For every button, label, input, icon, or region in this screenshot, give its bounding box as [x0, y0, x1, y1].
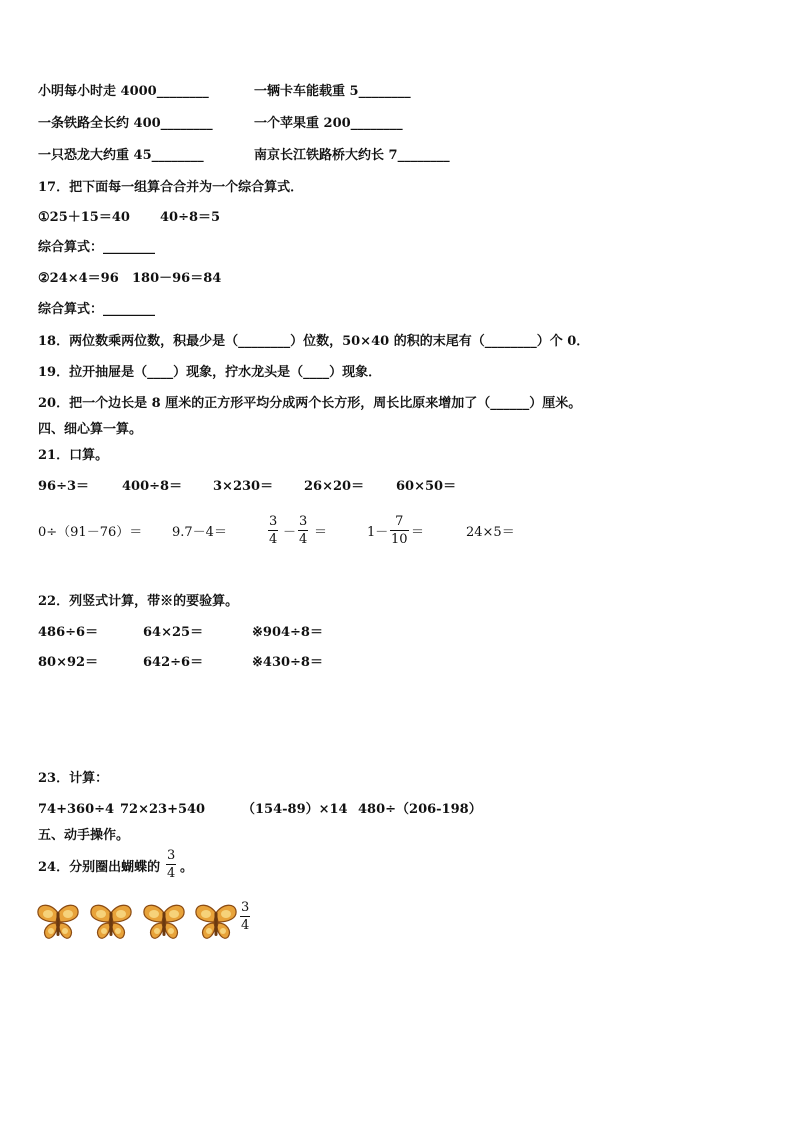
q24-title: 24．分别圈出蝴蝶的 [38, 860, 161, 875]
q21-eq-1: ＝ [314, 525, 328, 540]
q21-r1-b: 400÷8＝ [122, 479, 183, 494]
frac-numerator: 3 [269, 514, 278, 529]
q21-frac-2 [298, 514, 308, 547]
q21-r2-b: 9.7－4＝ [172, 525, 227, 540]
q21-frac-1 [268, 514, 278, 547]
q21-frac-3 [390, 514, 409, 547]
frac-denominator: 4 [269, 532, 278, 547]
butterfly-3 [143, 903, 185, 941]
frac-numerator: 3 [167, 848, 176, 863]
q22-r1-b: 64×25＝ [143, 625, 204, 640]
unit-item-4: 一个苹果重 200________ [254, 116, 403, 131]
frac-denominator: 4 [167, 866, 176, 881]
q17-title: 17．把下面每一组算合合并为一个综合算式． [38, 180, 304, 195]
q23-item-3: （154-89）×14 [242, 802, 348, 817]
q21-eq-2: ＝ [411, 525, 425, 540]
q21-r1-c: 3×230＝ [213, 479, 274, 494]
q23-item-1: 74+360÷4 [38, 802, 115, 817]
q21-one-minus: 1－ [367, 525, 389, 540]
butterfly-2 [90, 903, 132, 941]
q17-g2-eq2: 180－96＝84 [132, 271, 222, 286]
butterfly-4 [195, 903, 237, 941]
q22-r2-c: ※430÷8＝ [252, 655, 323, 670]
q21-minus: － [283, 525, 297, 540]
q17-combined-2: 综合算式：________ [38, 302, 156, 317]
q22-r2-a: 80×92＝ [38, 655, 99, 670]
frac-bar [298, 530, 308, 531]
q21-r2-a: 0÷（91－76）＝ [38, 525, 143, 540]
section-5-heading: 五、动手操作。 [38, 828, 130, 843]
unit-item-6: 南京长江铁路桥大约长 7________ [254, 148, 450, 163]
q22-r2-b: 642÷6＝ [143, 655, 204, 670]
q22-title: 22．列竖式计算，带※的要验算。 [38, 594, 239, 609]
q22-r1-c: ※904÷8＝ [252, 625, 323, 640]
frac-bar [268, 530, 278, 531]
q17-g1-eq1: ①25＋15＝40 [38, 210, 130, 225]
q17-g2-eq1: ②24×4＝96 [38, 271, 119, 286]
unit-item-3: 一条铁路全长约 400________ [38, 116, 213, 131]
q24-label-frac [240, 900, 250, 933]
frac-denominator: 10 [391, 532, 408, 547]
q23-item-2: 72×23+540 [120, 802, 206, 817]
frac-numerator: 7 [395, 514, 404, 529]
q21-r1-d: 26×20＝ [304, 479, 365, 494]
q24-title-end: 。 [180, 860, 194, 875]
unit-item-5: 一只恐龙大约重 45________ [38, 148, 204, 163]
frac-denominator: 4 [299, 532, 308, 547]
frac-numerator: 3 [241, 900, 250, 915]
unit-item-2: 一辆卡车能载重 5________ [254, 84, 411, 99]
q17-combined-1: 综合算式：________ [38, 240, 156, 255]
q17-g1-eq2: 40÷8＝5 [160, 210, 221, 225]
q23-title: 23．计算： [38, 771, 109, 786]
section-4-heading: 四、细心算一算。 [38, 422, 143, 437]
butterfly-1 [37, 903, 79, 941]
q23-item-4: 480÷（206-198） [358, 802, 482, 817]
frac-denominator: 4 [241, 918, 250, 933]
q21-r1-e: 60×50＝ [396, 479, 457, 494]
frac-bar [390, 530, 409, 531]
q18-text: 18．两位数乘两位数，积最少是（________）位数，50×40 的积的末尾有（________）个 0． [38, 334, 590, 349]
q20-text: 20．把一个边长是 8 厘米的正方形平均分成两个长方形，周长比原来增加了（______）厘米。 [38, 396, 582, 411]
unit-item-1: 小明每小时走 4000________ [38, 84, 209, 99]
q22-r1-a: 486÷6＝ [38, 625, 99, 640]
frac-bar [240, 916, 250, 917]
frac-numerator: 3 [299, 514, 308, 529]
q21-r2-e: 24×5＝ [466, 525, 515, 540]
q21-r1-a: 96÷3＝ [38, 479, 90, 494]
q24-title-frac [166, 848, 176, 881]
q19-text: 19．拉开抽屉是（____）现象，拧水龙头是（____）现象． [38, 365, 382, 380]
q21-title: 21．口算。 [38, 448, 109, 463]
frac-bar [166, 864, 176, 865]
